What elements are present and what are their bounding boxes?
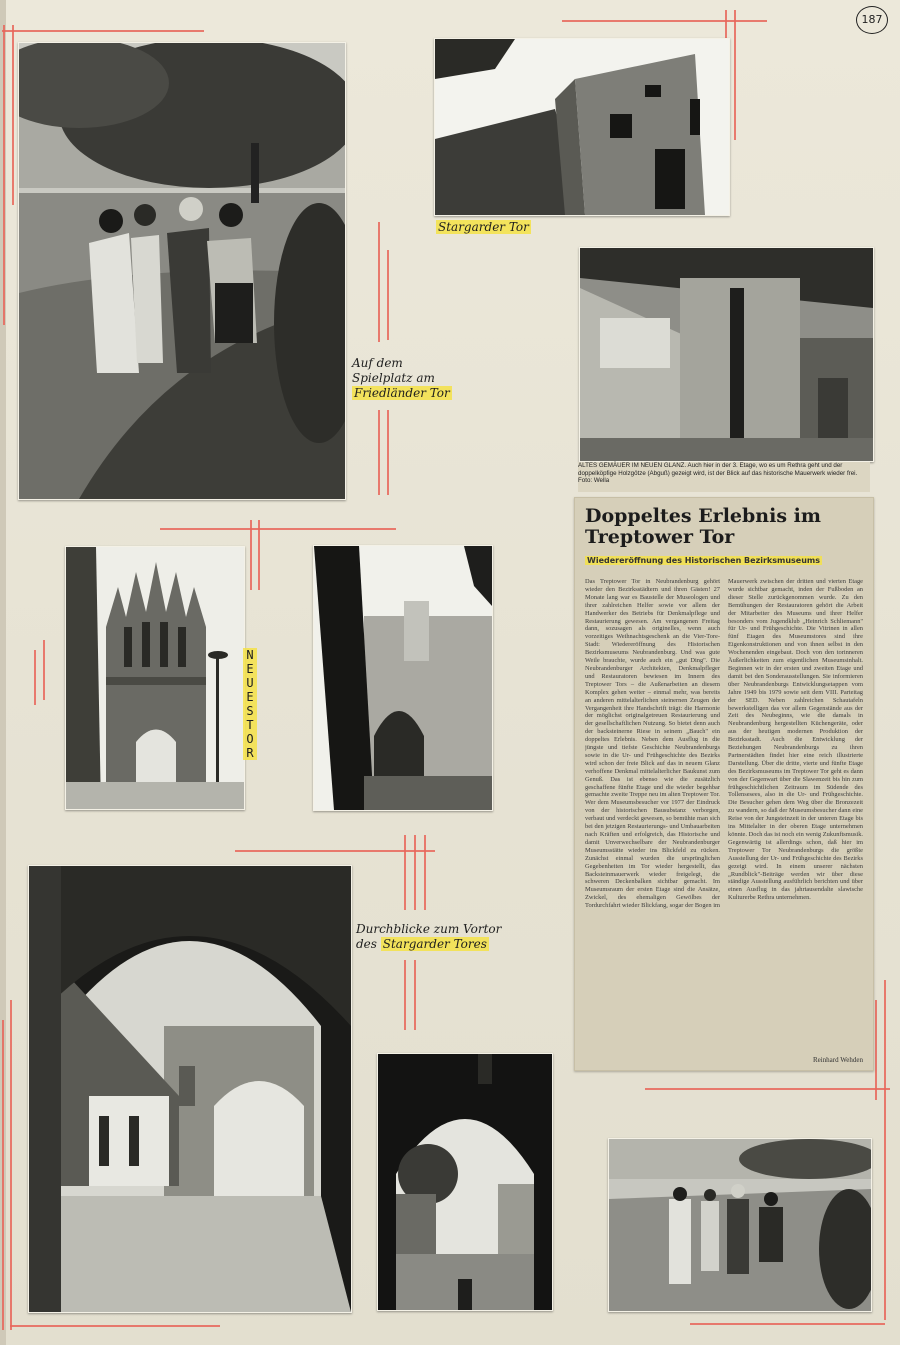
caption-stargarder [436, 220, 531, 235]
guide-line [10, 1000, 12, 1330]
guide-line [884, 980, 886, 1320]
photo-tor-archway [313, 545, 493, 811]
guide-line [43, 640, 45, 700]
caption-neues-tor: NEUES TOR [243, 648, 257, 760]
guide-line [690, 1323, 885, 1325]
caption-spielplatz-line1: Auf dem [352, 356, 403, 370]
caption-spielplatz-line2: Spielplatz am [352, 371, 435, 385]
guide-line [387, 250, 389, 340]
caption-spielplatz-line3: Friedländer Tor [354, 386, 450, 400]
photo-gruppe-klein [608, 1138, 872, 1312]
guide-line [378, 222, 380, 342]
guide-line [414, 960, 416, 1030]
guide-line [2, 1020, 4, 1330]
clipping-signature: Reinhard Wehden [812, 1056, 863, 1064]
guide-line [258, 520, 260, 590]
guide-line [734, 10, 736, 140]
guide-line [10, 1325, 220, 1327]
caption-durchblicke-line1: Durchblicke zum Vortor [356, 922, 502, 936]
photo-stargarder-tor [434, 38, 730, 216]
photo-neues-tor [65, 546, 245, 810]
caption-spielplatz [352, 356, 452, 401]
guide-line [414, 835, 416, 910]
clipping-headline: Doppeltes Erlebnis im Treptower Tor [585, 505, 821, 548]
clipping-photo-caption: ALTES GEMÄUER IM NEUEN GLANZ. Auch hier in der 3. Etage, wo es um Rethra geht und der doppelköpfige Holzgötze (Abguß) gezeigt wird, ist der Blick auf das historische Mauerwerk wieder frei. Foto: Wella [578, 462, 870, 492]
photo-museum-interior [579, 247, 874, 462]
page-number: 187 [856, 6, 888, 34]
newspaper-clipping [574, 497, 874, 1071]
caption-durchblicke [356, 922, 501, 952]
guide-line [404, 960, 406, 1030]
guide-line [645, 1088, 890, 1090]
guide-line [2, 30, 204, 32]
photo-durchblick-vortor [28, 865, 352, 1313]
guide-line [875, 1000, 877, 1100]
guide-line [3, 25, 5, 325]
photo-durchblick-strasse [377, 1053, 553, 1311]
caption-durchblicke-line2a: des [356, 937, 381, 951]
guide-line [387, 410, 389, 495]
guide-line [12, 25, 14, 205]
caption-stargarder-text: Stargarder Tor [438, 220, 529, 234]
guide-line [404, 835, 406, 910]
guide-line [250, 520, 252, 590]
clipping-subheadline: Wiedereröffnung des Historischen Bezirksmuseums [587, 556, 821, 565]
photo-spielplatz [18, 42, 346, 500]
guide-line [378, 410, 380, 495]
guide-line [562, 20, 767, 22]
guide-line [34, 650, 36, 705]
caption-durchblicke-line2b: Stargarder Tores [382, 937, 487, 951]
guide-line [424, 835, 426, 910]
guide-line [160, 528, 396, 530]
clipping-body: Das Treptower Tor in Neubrandenburg gehört wieder den Bezirksstädtern und ihren Gästen! 27 Monate lang war es Baustelle der Museologen und ihrer zahlreichen Helfer sowie vor allem der Handwerker des Betriebs für Denkmalpflege und Restaurierung gewesen. Am vergangenen Freitag dann, sozusagen als originelles, wenn auch vorzeitiges Weihnachtsgeschenk an die Vier-Tore-Stadt: Wiedereröffnung des Historischen Bezirksmuseums Neubrandenburg. Und was gute Weile brauchte, wurde auch ein „gut Ding". Die Neubrandenburger Architekten, Denkmalpfleger und Restauratoren bewiesen im Innern des Treptower Tors – die Außenarbeiten an diesem Komplex gehen weiter – einmal mehr, was bereits an anderen mittelalterlichen steinernen Zeugen der Vergangenheit ihre Handschrift trägt: die Harmonie der möglichst originalgetreuen Restaurierung und der gesellschaftlichen Nutzung. So bietet denn auch der backsteinerne Riese in seinem „Bauch" ein doppeltes Erlebnis. Neben dem Ausflug in die jüngste und tiefste Geschichte Neubrandenburgs sowie in die Ur- und Frühgeschichte des Bezirks wird schon der freie Blick auf das in neuem Glanz verhoffene Denkmal mittelalterlicher Baukunst zum Genuß. Das ist ebenso wie die zusätzlich geschaffene fünfte Etage und die wieder begehbar gemachte zweite Treppe neu im alten Treptower Tor. Wer dem Museumsbesucher vor 1977 der Eindruck von der historischen Bausubstanz verborgen, verbaut und verdeckt gewesen, so bemühte man sich bei den jetzigen Restaurierungs- und Umbauarbeiten nach Kräften und erfolgreich, das Historische und damit Unverwechselbare der Neubrandenburger Museumsstätte wieder ins Blickfeld zu rücken. Zunächst einmal wurden die ursprünglichen Gegebenheiten im Tor wieder hergestellt, das Backsteinmauerwerk wieder freigelegt, die schweren Deckenbalken sichtbar gemacht. Im Museumsraum der ersten Etage sind die Ansätze, Zwickel, des ehemaligen Gewölbes der Tordurchfahrt wieder Blickfang, sogar der Bogen im Mauerwerk zwischen der dritten und vierten Etage wurde sichtbar gemacht, inden der Fußboden an dieser Stelle zurückgenommen wurde. Zu den Bemühungen der Restauratoren gehört die Arbeit der Mitarbeiter des Museums und ihrer Helfer besonders vom Jugendklub „Heinrich Schliemann" für Ur- und Frühgeschichte. Die Vitrinen in allen fünf Etagen des Museumstores sind ihre Eigenkonstruktionen und von ihnen selbst in den Wochenenden eingebaut. Doch von den torinneren Äußerlichkeiten zum eigentlichen Museumsinhalt. Beginnen wir in der ersten und zweiten Etage und damit bei den Sonderausstellungen. Sie informieren über Neubrandenburgs Entwicklungsetappen vom Jahre 1949 bis 1979 sowie seit dem VIII. Parteitag der SED. Neben zahlreichen Schautafeln bewerkstelligen das vor allem Gegenstände aus der Zeit des Neubeginns, wie die damals in Neubrandenburg hergestellten Küchengeräte, oder aus der heutigen modernen Produktion der Bezirksstadt. Auch die Entwicklung der Beziehungen Neubrandenburgs zu ihren Partnerstädten findet hier eine reich illustrierte Darstellung. Über die dritte, vierte und fünfte Etage des Bezirksmuseums im Treptower Tor geht es dann von der Gegenwart über die Slawenzeit bis hin zum frühgeschichtlichen Zeitraum im Südende des Tollensesees, also in die Ur- und Frühgeschichte. Die Besucher gehen dem Weg über die Bronzezeit zu wandern, so daß der Museumsbesucher dann eine Reise von der Jungsteinzeit in der unteren Etage bis ins Mittelalter in der oberen Etage unternehmen könnte. Doch das ist noch ein wenig Zukunftsmusik. Gegenwärtig ist allerdings schon, daß hier im Treptower Tor Neubrandenburgs die größte Ausstellung der Ur- und Frühgeschichte des Bezirks gezeigt wird. In einem unserer nächsten „Rundblick"-Beiträge werden wir über diese ständige Ausstellung ausführlich berichten und über einen Ausflug in das jahrtausendalte slawische Kulturerbe Rethra unternehmen. [585, 578, 863, 910]
